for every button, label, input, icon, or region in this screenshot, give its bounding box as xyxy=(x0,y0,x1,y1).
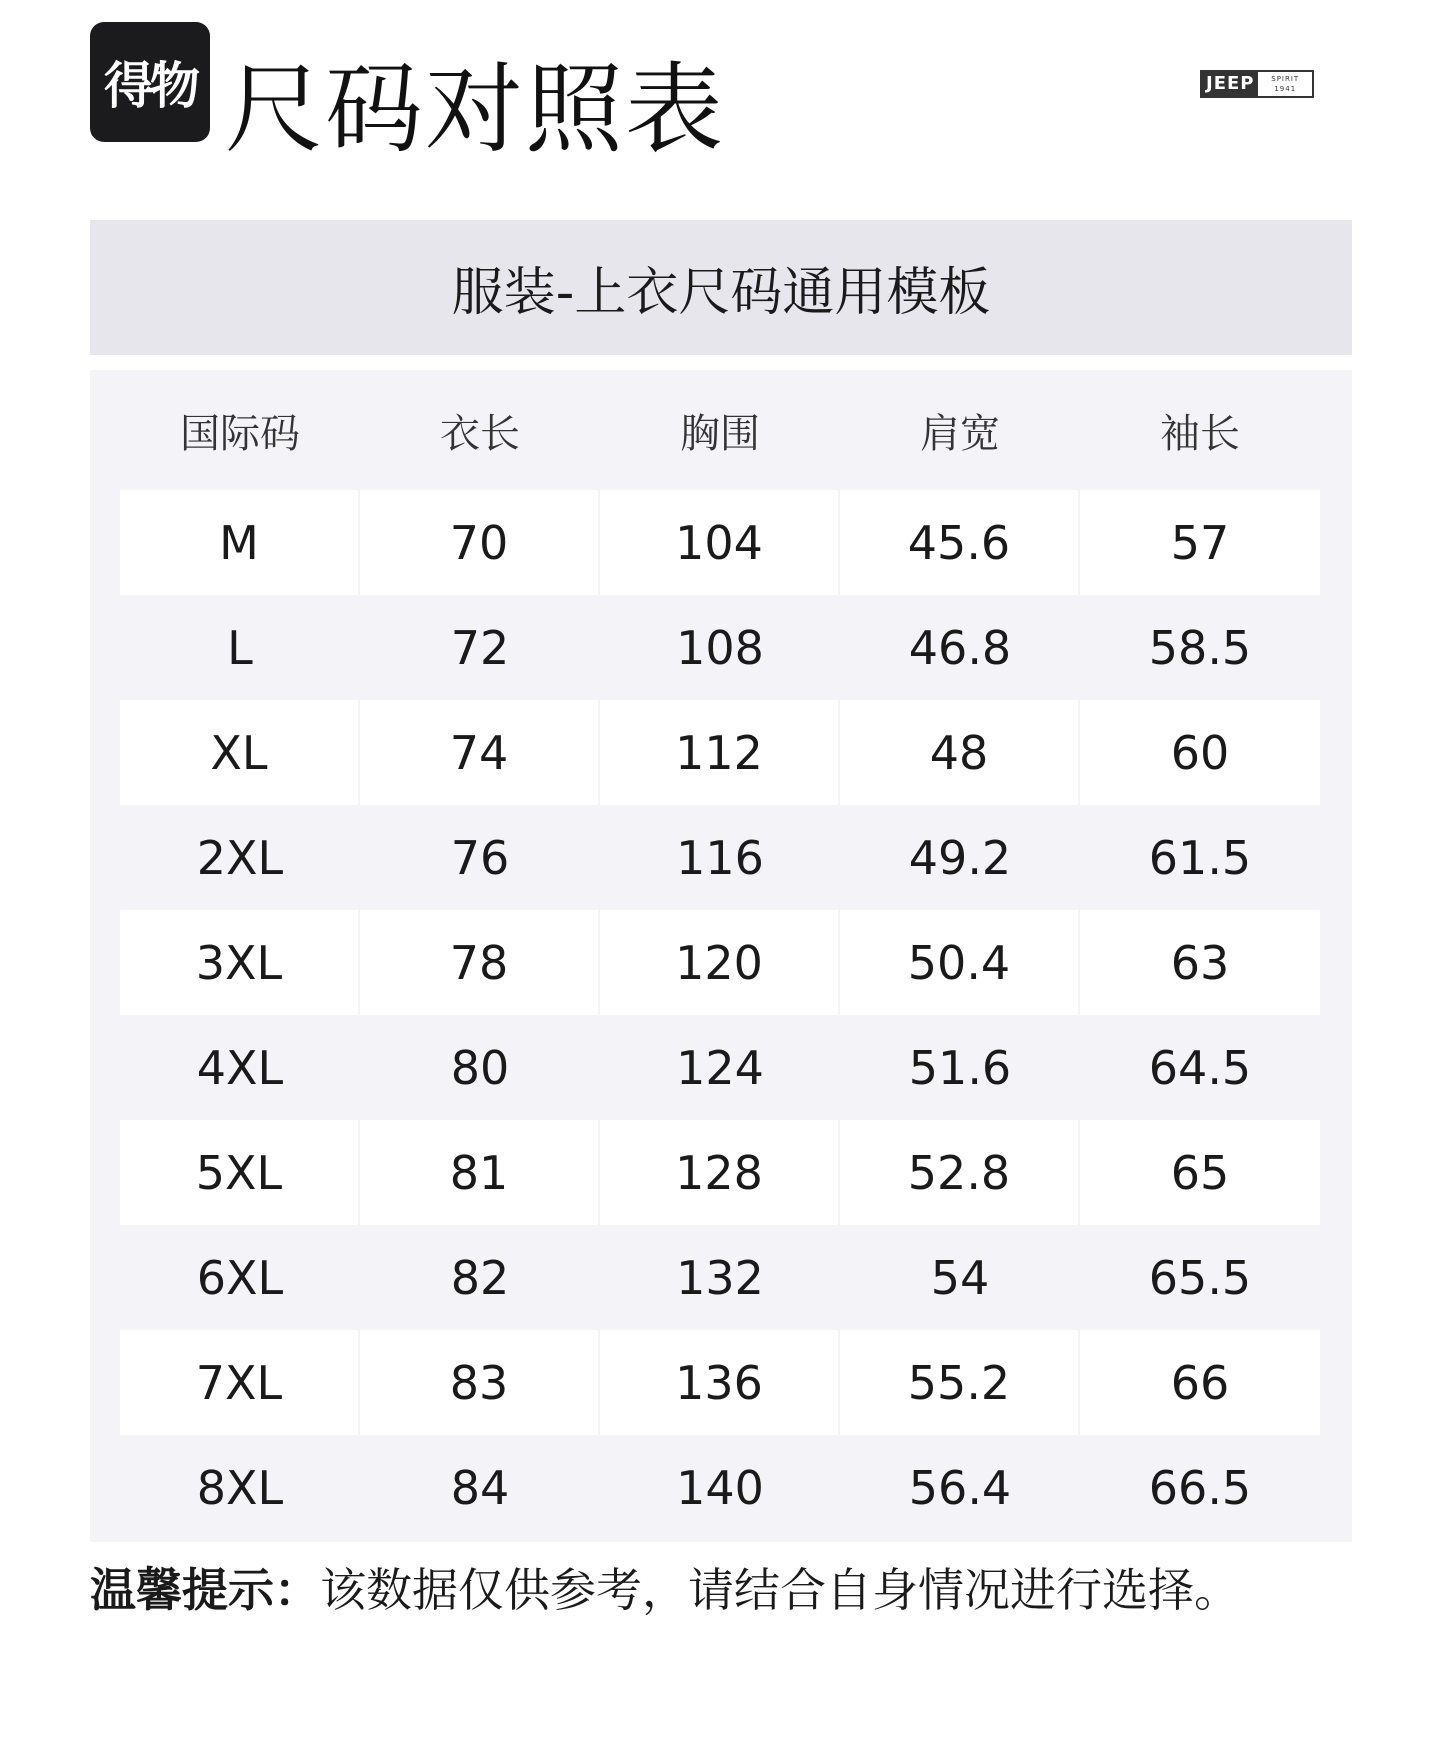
table-cell: 104 xyxy=(600,490,840,595)
table-row xyxy=(120,1120,1320,1225)
table-cell: 65.5 xyxy=(1148,1250,1252,1305)
table-cell: 136 xyxy=(600,1330,840,1435)
table-cell: 74 xyxy=(360,700,600,805)
table-row xyxy=(120,700,1320,805)
table-cell: 48 xyxy=(840,700,1080,805)
table-cell: 76 xyxy=(450,830,510,885)
table-cell: 49.2 xyxy=(908,830,1012,885)
table-row xyxy=(120,805,1320,910)
table-header-cell: 国际码 xyxy=(180,410,300,457)
app-logo xyxy=(90,22,210,142)
table-cell: 72 xyxy=(450,620,510,675)
tip xyxy=(90,1560,1240,1620)
table-cell: 116 xyxy=(676,830,764,885)
table-cell: 140 xyxy=(676,1460,764,1515)
table-cell: 81 xyxy=(360,1120,600,1225)
table-cell: 132 xyxy=(676,1250,764,1305)
table-cell: 54 xyxy=(930,1250,990,1305)
table-cell: 124 xyxy=(676,1040,764,1095)
table-header-cell: 胸围 xyxy=(680,410,760,457)
table-cell: 120 xyxy=(600,910,840,1015)
table-header-cell: 袖长 xyxy=(1160,410,1240,457)
table-cell: 45.6 xyxy=(840,490,1080,595)
table-cell: 50.4 xyxy=(840,910,1080,1015)
table-cell: M xyxy=(120,490,360,595)
table-row xyxy=(120,1330,1320,1435)
table-cell: 7XL xyxy=(120,1330,360,1435)
table-row xyxy=(120,910,1320,1015)
brand-logo-sub xyxy=(1258,72,1312,96)
table-cell: 6XL xyxy=(196,1250,284,1305)
table-cell: 8XL xyxy=(196,1460,284,1515)
table-cell: 52.8 xyxy=(840,1120,1080,1225)
table-cell: 63 xyxy=(1080,910,1320,1015)
table-cell: 70 xyxy=(360,490,600,595)
table-cell: 128 xyxy=(600,1120,840,1225)
table-row xyxy=(120,1225,1320,1330)
brand-logo xyxy=(1200,70,1314,98)
table-cell: 66.5 xyxy=(1148,1460,1252,1515)
table-cell: 84 xyxy=(450,1460,510,1515)
table-body xyxy=(120,490,1320,1540)
table-cell: 78 xyxy=(360,910,600,1015)
brand-logo-sub-bottom: 1941 xyxy=(1274,85,1297,93)
table-cell: 46.8 xyxy=(908,620,1012,675)
table-cell: 66 xyxy=(1080,1330,1320,1435)
table-cell: 112 xyxy=(600,700,840,805)
table-cell: 58.5 xyxy=(1148,620,1252,675)
table-row xyxy=(120,1435,1320,1540)
table-row xyxy=(120,1015,1320,1120)
table-row xyxy=(120,490,1320,595)
table-cell: XL xyxy=(120,700,360,805)
table-header-row xyxy=(120,370,1320,490)
table-cell: 2XL xyxy=(196,830,284,885)
table-header-cell: 肩宽 xyxy=(920,410,1000,457)
table-cell: 82 xyxy=(450,1250,510,1305)
tip-text: 该数据仅供参考，请结合自身情况进行选择。 xyxy=(320,1563,1240,1617)
table-cell: 57 xyxy=(1080,490,1320,595)
table-cell: 60 xyxy=(1080,700,1320,805)
tip-label: 温馨提示： xyxy=(90,1563,320,1617)
brand-logo-main: JEEP xyxy=(1202,72,1258,96)
brand-logo-sub-top: SPIRIT xyxy=(1271,75,1300,83)
table-cell: 80 xyxy=(450,1040,510,1095)
table-cell: 61.5 xyxy=(1148,830,1252,885)
table-cell: 55.2 xyxy=(840,1330,1080,1435)
table-cell: 3XL xyxy=(120,910,360,1015)
page-title: 尺码对照表 xyxy=(225,53,726,167)
table-cell: 5XL xyxy=(120,1120,360,1225)
table-cell: 64.5 xyxy=(1148,1040,1252,1095)
table-cell: L xyxy=(227,620,253,675)
table-cell: 83 xyxy=(360,1330,600,1435)
table-subtitle: 服装-上衣尺码通用模板 xyxy=(90,220,1352,355)
size-table xyxy=(90,370,1352,1542)
table-cell: 65 xyxy=(1080,1120,1320,1225)
table-cell: 51.6 xyxy=(908,1040,1012,1095)
table-row xyxy=(120,595,1320,700)
app-logo-text: 得物 xyxy=(104,57,196,115)
table-cell: 108 xyxy=(676,620,764,675)
table-cell: 4XL xyxy=(196,1040,284,1095)
table-header-cell: 衣长 xyxy=(440,410,520,457)
table-cell: 56.4 xyxy=(908,1460,1012,1515)
